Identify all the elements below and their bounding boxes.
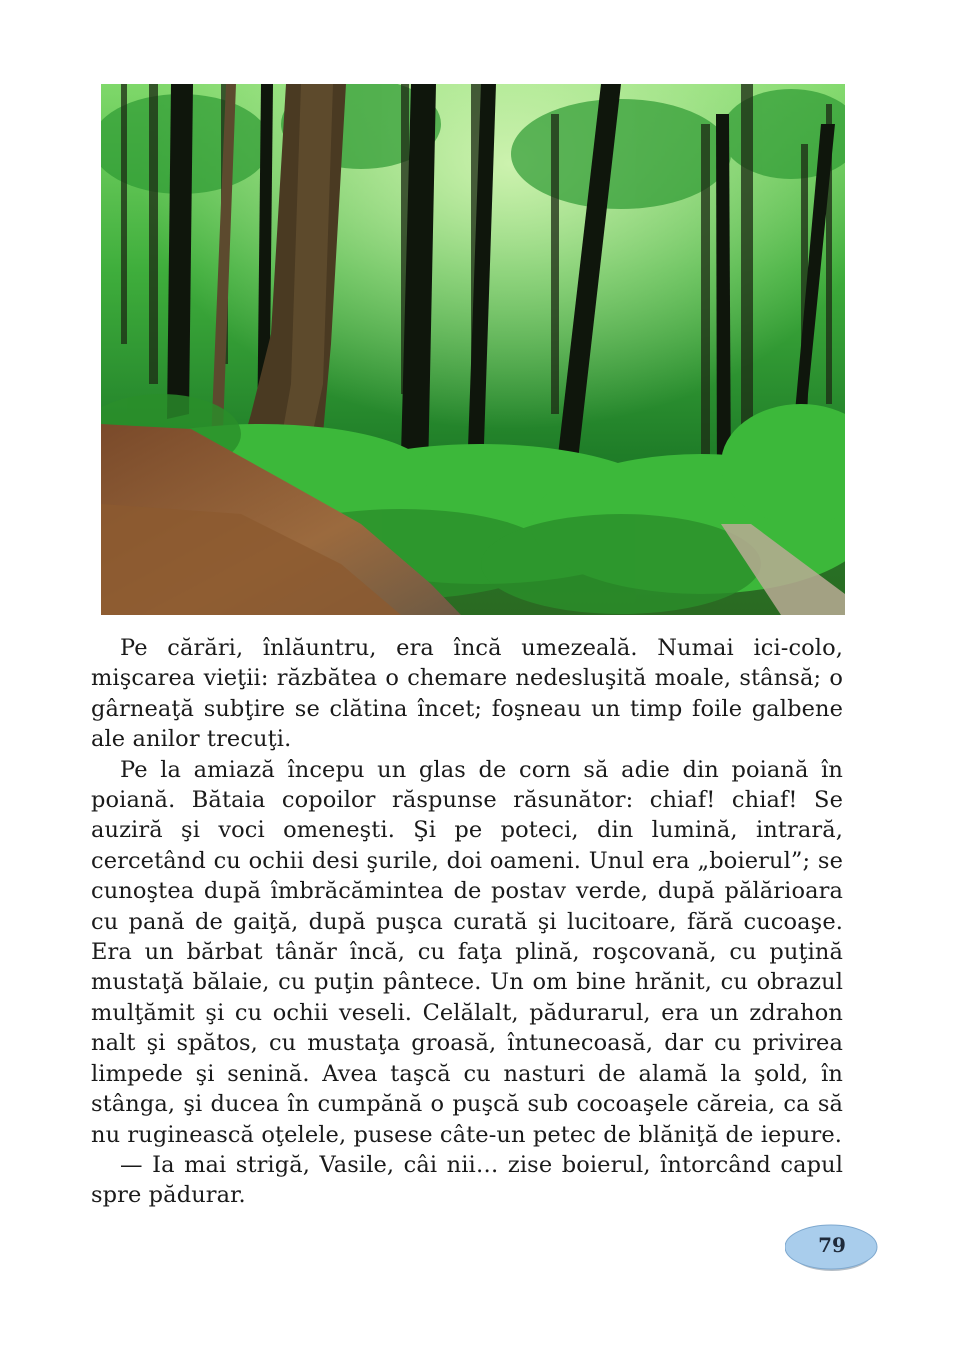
page-number: 79 <box>818 1233 846 1257</box>
page-number-badge <box>785 1220 879 1276</box>
paragraph-2: Pe la amiază începu un glas de corn să adie din poiană în poiană. Bătaia copoilor răspunse răsunător: chiaf! chiaf! Se auziră şi voci omeneşti. Şi pe poteci, din lumină, intrară, cercetând cu ochii desi şurile, doi oameni. Unul era „boierul”; se cunoştea după îmbrăcămintea de postav verde, după pălărioara cu pană de gaiţă, după puşca curată şi lucitoare, fără cucoaşe. Era un bărbat tânăr încă, cu faţa plină, roşcovană, cu puţină mustaţă bălaie, cu puţin pântece. Un om bine hrănit, cu obrazul mulţămit şi cu ochii veseli. Celălalt, pădurarul, era un zdrahon nalt şi spătos, cu mustaţa groasă, întunecoasă, dar cu privirea limpede şi senină. Avea taşcă cu nasturi de alamă la şold, în stânga, şi ducea în cumpănă o puşcă sub cocoaşele căreia, ca să nu ruginească oţelele, pusese câte-un petec de blăniţă de iepure. <box>91 756 843 1148</box>
forest-photo <box>101 84 845 615</box>
paragraph-3: — Ia mai strigă, Vasile, câi nii… zise boierul, întorcând capul spre pădurar. <box>91 1151 843 1209</box>
paragraph-1: Pe cărări, înlăuntru, era încă umezeală. Numai ici-colo, mişcarea vieţii: răzbătea o chemare nedesluşită moale, stânsă; o gârneaţă subţire se clătina încet; foşneau un timp foile galbene ale anilor trecuţi. <box>91 635 843 753</box>
story-text <box>91 633 843 1211</box>
